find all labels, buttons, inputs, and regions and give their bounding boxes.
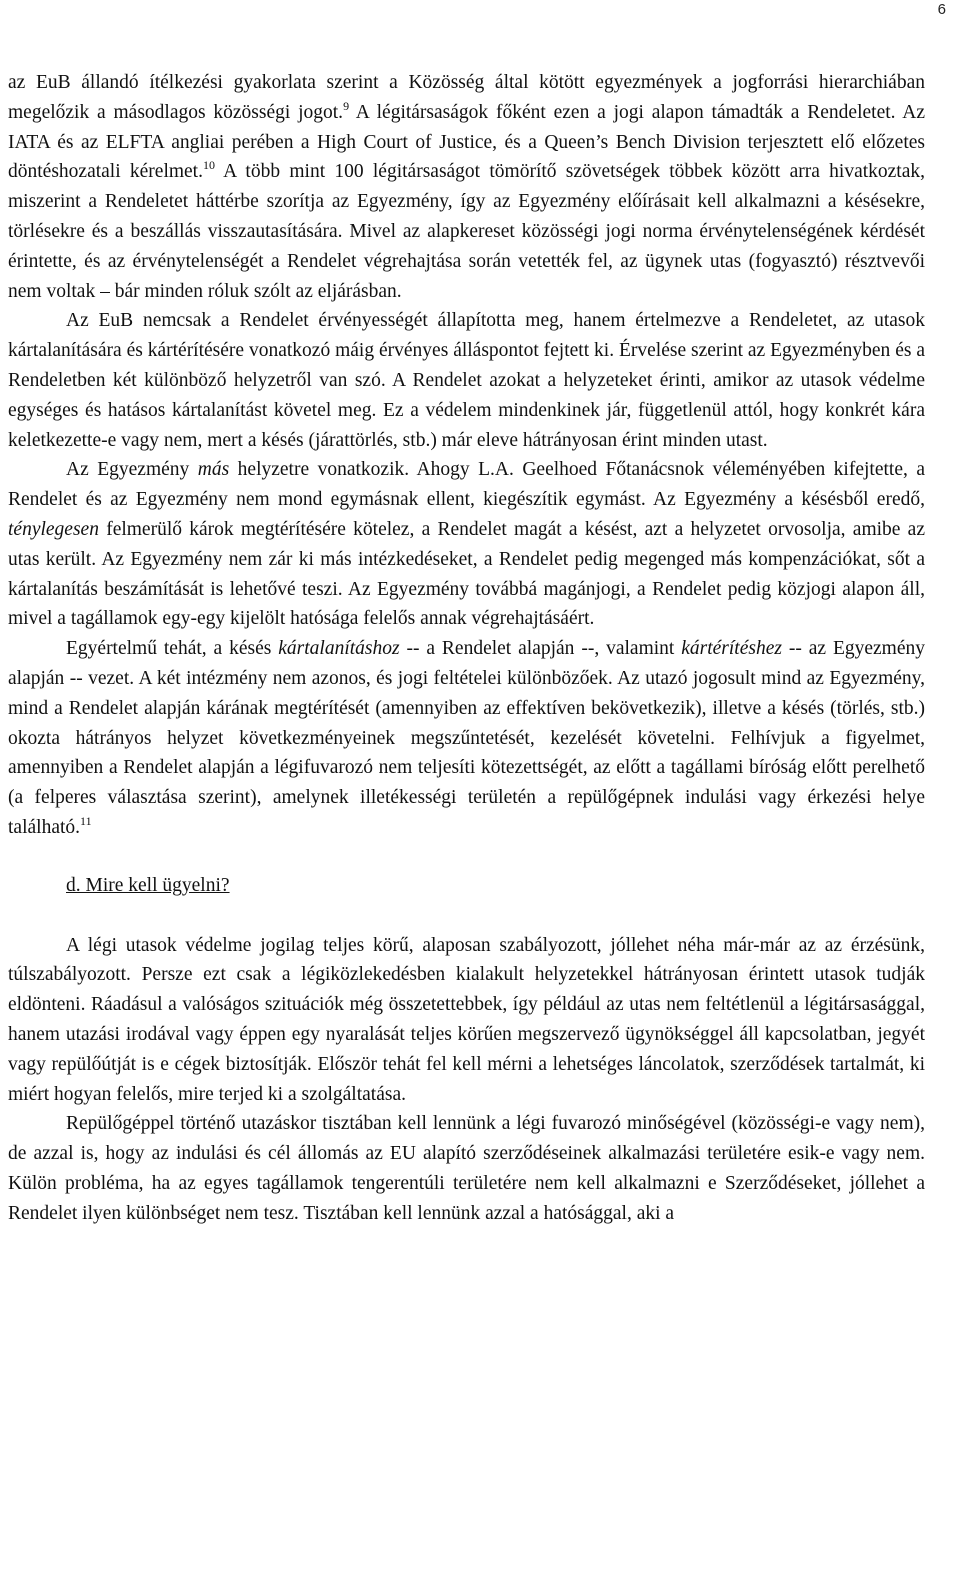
emphasis-kartalanitashoz: kártalanításhoz bbox=[278, 638, 400, 660]
paragraph-5: A légi utasok védelme jogilag teljes körű, alaposan szabályozott, jóllehet néha már-már az az érzésünk, túlszabályozott. Persze ezt csak a légiközlekedésben kialakult helyzetekkel hátrányosan érintett utasok tudják eldönteni. Ráadásul a valóságos szituációk még összetettebbek, így például az utas nem feltétlenül a légitársasággal, hanem utazási irodával vagy éppen egy nyaralását teljes körűen megszervező ügynökséggel áll kapcsolatban, jegyét vagy repülőútját is e cégek biztosítják. Először tehát fel kell mérni a lehetséges láncolatok, szerződések tartalmát, ki miért hogyan felelős, mire terjed ki a szolgáltatása. bbox=[8, 934, 925, 1105]
section-heading: d. Mire kell ügyelni? bbox=[66, 874, 230, 896]
paragraph-1-part-2: A légitársaságok főként ezen a jogi alapon támadták a Rendeletet. Az IATA és az ELFTA angliai perében a High Court of Justice, és a Queen’s Bench Division terjesztett elő előzetes döntéshozatali kérelmet. bbox=[8, 101, 926, 183]
emphasis-karteriteshez: kártérítéshez bbox=[681, 638, 782, 660]
paragraph-3 bbox=[8, 455, 925, 634]
paragraph-1-part-1: az EuB állandó ítélkezési gyakorlata szerint a Közösség által kötött egyezmények a jogforrási hierarchiában megelőzik a másodlagos közösségi jogot. bbox=[8, 72, 925, 123]
paragraph-6: Repülőgéppel történő utazáskor tisztában kell lennünk a légi fuvarozó minőségével (közösségi-e vagy nem), de azzal is, hogy az indulási és cél állomás az EU alapító szerződéseinek alkalmazási területére esik-e vagy nem. Külön probléma, ha az egyes tagállamok tengerentúli területére nem kell alkalmazni e Szerződéseket, jóllehet a Rendelet ilyen különbséget nem tesz. Tisztában kell lennünk azzal a hatósággal, aki a bbox=[8, 1113, 925, 1224]
paragraph-1-part-3: A több mint 100 légitársaságot tömörítő szövetségek többek között arra hivatkoztak, miszerint a Rendeletet háttérbe szorítja az Egyezmény, így az Egyezmény előírásait kell alkalmazni a késésekre, törlésekre és a beszállás visszautasítására. Mivel az alapkereset közösségi jogi norma érvénytelenségének kérdését érintette, és az érvénytelenségét a Rendelet végrehajtása során vetették fel, az ügynek utas (fogyasztó) résztvevői nem voltak – bár minden róluk szólt az eljárásban. bbox=[8, 161, 925, 302]
body-text bbox=[8, 68, 925, 1228]
paragraph-4-part-2: -- a Rendelet alapján --, valamint bbox=[399, 638, 682, 660]
emphasis-tenylegesen: ténylegesen bbox=[8, 518, 99, 540]
paragraph-3-part-1: Az Egyezmény bbox=[66, 459, 198, 481]
footnote-ref-10[interactable]: 10 bbox=[202, 158, 215, 173]
emphasis-mas: más bbox=[197, 459, 230, 481]
paragraph-4-part-3: -- az Egyezmény alapján -- vezet. A két intézmény nem azonos, és jogi feltételei különbözőek. Az utazó jogosult mind az Egyezmény, mind a Rendelet alapján kárának megtérítését (amennyiben az effektíven bekövetkezik), illetve a késés (törlés, stb.) okozta hátrányos helyzet következményeinek megszűntetését, kezelését követelni. Felhívjuk a figyelmet, amennyiben a Rendelet alapján a légifuvarozó nem teljesíti kötezettségét, az előtt a tagállami bíróság előtt perelhető (a felperes választása szerint), amelynek illetékességi területén a repülőgépnek indulási vagy érkezési helye található. bbox=[8, 638, 925, 838]
paragraph-1 bbox=[8, 68, 925, 306]
paragraph-4 bbox=[8, 634, 925, 843]
footnote-ref-9[interactable]: 9 bbox=[343, 98, 350, 113]
paragraph-2: Az EuB nemcsak a Rendelet érvényességét állapította meg, hanem értelmezve a Rendeletet, az utasok kártalanítására és kártérítésére vonatkozó máig érvényes álláspontot fejtett ki. Érvelése szerint az Egyezményben és a Rendeletben két különböző helyzetről van szó. A Rendelet azokat a helyzeteket érinti, amikor az utasok védelme egységes és hatásos kártalanítást követel meg. Ez a védelem mindenkinek jár, függetlenül attól, hogy konkrét kára keletkezette-e vagy nem, mert a késés (járattörlés, stb.) már eleve hátrányosan érint minden utast. bbox=[8, 310, 925, 451]
paragraph-3-part-3: felmerülő károk megtérítésére kötelez, a Rendelet magát a késést, azt a helyzetet orvosolja, amibe az utas került. Az Egyezmény nem zár ki más intézkedéseket, a Rendelet pedig megenged más kompenzációkat, sőt a kártalanítás beszámítását is lehetővé teszi. Az Egyezmény továbbá magánjogi, a Rendelet pedig közjogi alapon áll, mivel a tagállamok egy-egy kijelölt hatósága felelős annak végrehajtásáért. bbox=[8, 518, 925, 630]
page-number: 6 bbox=[937, 1, 946, 18]
footnote-ref-11[interactable]: 11 bbox=[80, 813, 92, 828]
paragraph-4-part-1: Egyértelmű tehát, a késés bbox=[66, 638, 279, 660]
paragraph-3-part-2: helyzetre vonatkozik. Ahogy L.A. Geelhoed Főtanácsnok véleményében kifejtette, a Rendelet és az Egyezmény nem mond egymásnak ellent, kiegészítik egymást. Az Egyezmény a késésből eredő, bbox=[8, 459, 925, 511]
